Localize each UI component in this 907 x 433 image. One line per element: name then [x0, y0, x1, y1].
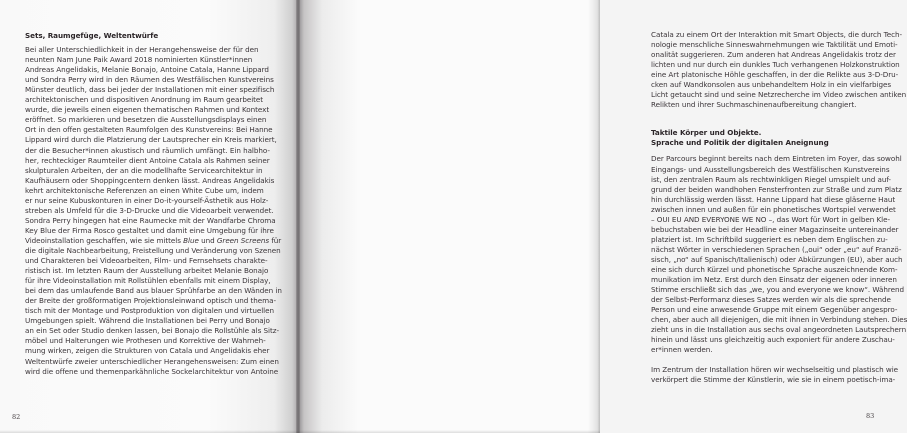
right-page-text: [651, 30, 907, 386]
page-number-left: 82: [12, 413, 21, 421]
text-line: die digitale Nachbearbeitung, Freistellung und Veränderung von Szenen: [25, 245, 281, 255]
text-line: der die Besucher*innen akustisch und räumlich umfängt. Ein halbho-: [25, 145, 270, 155]
text-line: ist, den zentralen Raum als rechtwinkligen Riegel umspielt und auf-: [651, 174, 891, 184]
text-line: bebuchstaben wie bei der Headline einer Magazinseite untereinander: [651, 224, 899, 234]
text-line: und Sondra Perry wird in den Räumen des Westfälischen Kunstvereins: [25, 75, 274, 85]
text-line: architektonischen und dispositiven Anordnung im Raum gearbeitet: [25, 95, 264, 105]
text-line: Münster deutlich, dass bei jeder der Installationen mit einer spezifisch: [25, 85, 275, 95]
paragraph-gap: [651, 110, 869, 128]
right-body-paragraph: [651, 154, 907, 355]
text-line: Ort in den offen gestalteten Raumfolgen des Kunstvereins: Bei Hanne: [25, 125, 273, 135]
text-line: ristisch ist. Im letzten Raum der Ausstellung arbeitet Melanie Bonajo: [25, 266, 269, 276]
text-line: Der Parcours beginnt bereits nach dem Eintreten im Foyer, das sowohl: [651, 154, 902, 164]
text-line: skulpturalen Arbeiten, der an die modellhafte Servicearchitektur in: [25, 165, 263, 175]
text-line: platziert ist. Im Schriftbild suggeriert es neben dem Englischen zu-: [651, 234, 888, 244]
text-line: für ihre Videoinstallation mit Rollstühlen ebenfalls mit einem Display,: [25, 276, 271, 286]
text-line: Stimme erschließt sich das „we, you and everyone we know“. Während: [651, 285, 904, 295]
text-line: Licht getaucht sind und seine Netzrecherche im Video zwischen antiken: [651, 90, 907, 100]
text-line: eröffnet. So markieren und besetzen die Ausstellungsdisplays einen: [25, 115, 267, 125]
text-line: eine Art platonische Höhle geschaffen, in der die Relikte aus 3-D-Dru-: [651, 70, 899, 80]
text-line: der Selbst-Performanz dieses Satzes werden wir als die sprechende: [651, 295, 891, 305]
text-line: nologie menschliche Sinneswahrnehmungen wie Taktilität und Emoti-: [651, 40, 898, 50]
book-spine-gutter: [296, 0, 300, 433]
text-line: Catala zu einem Ort der Interaktion mit Smart Objects, die durch Tech-: [651, 30, 903, 39]
text-line: neunten Nam June Paik Award 2018 nominierten Künstler*innen: [25, 55, 253, 65]
text-line: kehrt architektonische Referenzen an einen White Cube um, indem: [25, 185, 264, 195]
text-line: eine sich durch Kürzel und phonetische Sprache auszeichnende Kom-: [651, 264, 898, 274]
text-line: hinein und lässt uns gleichzeitig auch exponiert für andere Zuschau-: [651, 335, 895, 345]
paragraph-gap: [651, 355, 869, 365]
text-line: Eingangs- und Ausstellungsbereich des Westfälischen Kunstvereins: [651, 164, 890, 174]
text-line: Person und eine anwesende Gruppe mit einem Gegenüber angespro-: [651, 305, 898, 315]
text-line: zwischen innen und außen für ein phonetisches Wortspiel verwendet: [651, 204, 896, 214]
text-line: verkörpert die Stimme der Künstlerin, wie sie in einem poetisch-ima-: [651, 375, 896, 385]
text-line: wird die offene und themenparkähnliche Sockelarchitektur von Antoine: [25, 366, 279, 376]
text-line: er nur seine Kubuskonturen in einer Do-it-yourself-Ästhetik aus Holz-: [25, 195, 269, 205]
text-line: Videoinstallation geschaffen, wie sie mittels Blue und Green Screens für: [25, 235, 282, 245]
text-line: an ein Set oder Studio denken lassen, bei Bonajo die Rollstühle als Sitz-: [25, 326, 279, 336]
text-line: nächst Wörter in verschiedenen Sprachen („oui“ oder „eu“ auf Franzö-: [651, 244, 902, 254]
section-heading-sets: Sets, Raumgefüge, Weltentwürfe: [25, 31, 159, 40]
left-page-text: [25, 31, 282, 377]
section-subheading-sprache: Sprache und Politik der digitalen Aneignung: [651, 138, 829, 148]
text-line: Lippard wird durch die Platzierung der Lautsprecher ein Kreis markiert,: [25, 135, 277, 145]
text-line: lichten und nur durch ein dunkles Tuch verhangenen Holzkonstruktion: [651, 60, 900, 70]
text-line: Bei aller Unterschiedlichkeit in der Herangehensweise der für den: [25, 45, 259, 55]
text-line: – OUI EU AND EVERYONE WE NO –, das Wort für Wort in gelben Kle-: [651, 214, 891, 224]
right-page: [298, 0, 907, 433]
right-final-paragraph: [651, 365, 899, 385]
left-body-paragraph: [25, 45, 282, 377]
text-line: mung wirken, zeigen die Strukturen von Catala und Angelidakis eher: [25, 346, 270, 356]
text-line: Im Zentrum der Installation hören wir wechselseitig und plastisch wie: [651, 365, 899, 375]
text-line: Umgebungen spielt. Während die Installationen bei Perry und Bonajo: [25, 316, 270, 326]
text-line: munikation im Netz. Erst durch den Einsatz der eigenen oder inneren: [651, 275, 897, 285]
text-line: Sondra Perry hingegen hat eine Raumecke mit der Wandfarbe Chroma: [25, 215, 276, 225]
text-line: grund der beiden wandhohen Fensterfronten zur Straße und zum Platz: [651, 184, 902, 194]
text-line: Kaufhäusern oder Shoppingcentern denken lässt. Andreas Angelidakis: [25, 175, 275, 185]
text-line: Relikten und ihrer Suchmaschinenaufbereitung changiert.: [651, 100, 857, 110]
text-line: chen, aber auch all diejenigen, die mit ihnen in Verbindung stehen. Dies: [651, 315, 907, 325]
text-line: sisch, „no“ auf Spanisch/Italienisch) oder Abkürzungen (EU), aber auch: [651, 254, 903, 264]
text-line: zieht uns in die Installation aus sechs oval angeordneten Lautsprechern: [651, 325, 907, 335]
page-number-right: 83: [866, 412, 875, 420]
text-line: er*innen werden.: [651, 345, 713, 355]
text-line: Weltentwürfe zweier unterschiedlicher Herangehensweisen: Zum einen: [25, 356, 279, 366]
text-line: tisch mit der Montage und Postproduktion von digitalen und virtuellen: [25, 306, 274, 316]
left-page: [0, 0, 298, 433]
text-line: Key Blue der Firma Rosco gestaltet und damit eine Umgebung für ihre: [25, 225, 274, 235]
text-line: und Charakteren bei Videoarbeiten, Film- und Fernsehsets charakte-: [25, 256, 268, 266]
text-line: möbel und Halterungen wie Prothesen und Korrektive der Wahrneh-: [25, 336, 266, 346]
section-heading-taktile: Taktile Körper und Objekte.: [651, 128, 762, 138]
right-intro-paragraph: [651, 30, 907, 110]
text-line: Andreas Angelidakis, Melanie Bonajo, Antoine Catala, Hanne Lippard: [25, 65, 269, 75]
text-line: cken auf Wandkonsolen aus unbehandeltem Holz in ein vielfarbiges: [651, 80, 892, 90]
text-line: bei dem das umlaufende Band aus blauer Sprühfarbe an den Wänden in: [25, 286, 282, 296]
text-line: streben als Umfeld für die 3-D-Drucke und die Videoarbeit verwendet.: [25, 205, 274, 215]
text-line: wurde, die jeweils einen eigenen thematischen Rahmen und Kontext: [25, 105, 270, 115]
text-line: hin durchlässig werden lässt. Hanne Lippard hat diese gläserne Haut: [651, 194, 896, 204]
text-line: her, rechteckiger Raumteiler dient Antoine Catala als Rahmen seiner: [25, 155, 270, 165]
page-edge: [597, 0, 600, 433]
text-line: onalität suggerieren. Zum anderen hat Andreas Angelidakis trotz der: [651, 50, 896, 60]
text-line: der Breite der großformatigen Projektionsleinwand optisch und thema-: [25, 296, 277, 306]
